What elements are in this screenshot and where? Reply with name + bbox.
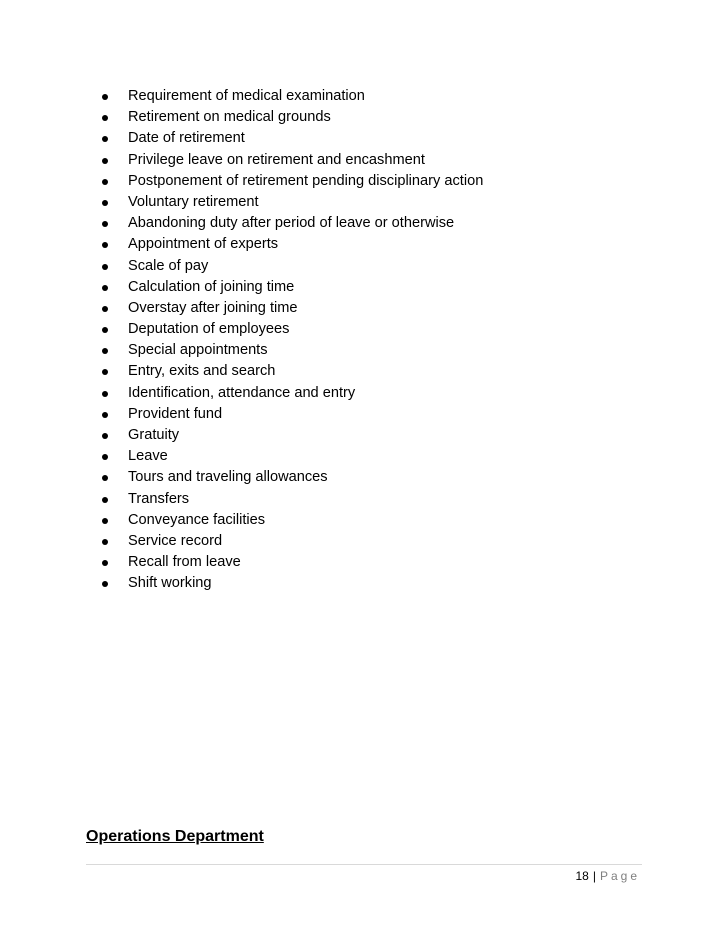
bullet-icon: [102, 475, 108, 481]
list-item-text: Gratuity: [128, 427, 180, 443]
list-item-text: Conveyance facilities: [128, 511, 266, 528]
bullet-icon: [102, 560, 108, 566]
bullet-icon: [102, 306, 108, 312]
list-item-text: Shift working: [128, 575, 212, 592]
list-item-text: Overstay after joining time: [128, 299, 298, 316]
page-number: 18: [575, 869, 589, 883]
page-footer: [575, 869, 640, 883]
list-item-text: Identification, attendance and entry: [128, 384, 356, 401]
footer-divider: [86, 864, 642, 865]
list-item-text: Special appointments: [128, 342, 268, 359]
list-item-text: Requirement of medical examination: [128, 88, 365, 104]
list-item-text: Voluntary retirement: [128, 193, 259, 210]
bullet-icon: [102, 497, 108, 503]
section-heading: Operations Department: [86, 828, 264, 845]
bullet-icon: [102, 115, 108, 121]
list-item-text: Tours and traveling allowances: [128, 469, 328, 486]
list-item-text: Entry, exits and search: [128, 363, 276, 380]
bullet-icon: [102, 200, 108, 206]
bullet-icon: [102, 327, 108, 333]
bullet-icon: [102, 391, 108, 397]
list-item-text: Retirement on medical grounds: [128, 109, 331, 126]
bullet-icon: [102, 369, 108, 375]
list-item-text: Postponement of retirement pending disciplinary action: [128, 172, 484, 189]
list-item-text: Scale of pay: [128, 257, 209, 274]
bullet-icon: [102, 348, 108, 354]
bullet-icon: [102, 179, 108, 185]
bullet-icon: [102, 454, 108, 460]
bullet-icon: [102, 94, 108, 100]
list-item-text: Deputation of employees: [128, 321, 290, 338]
list-item-text: Leave: [128, 448, 168, 465]
bullet-icon: [102, 242, 108, 248]
list-item-text: Calculation of joining time: [128, 278, 295, 295]
bullet-icon: [102, 136, 108, 142]
list-item-text: Appointment of experts: [128, 236, 279, 253]
bullet-icon: [102, 285, 108, 291]
bullet-icon: [102, 221, 108, 227]
bullet-icon: [102, 581, 108, 587]
bullet-icon: [102, 412, 108, 418]
bullet-icon: [102, 264, 108, 270]
bullet-icon: [102, 539, 108, 545]
list-item-text: Service record: [128, 532, 223, 549]
bullet-icon: [102, 518, 108, 524]
list-item-text: Transfers: [128, 490, 190, 507]
list-item-text: Provident fund: [128, 405, 223, 422]
bullet-icon: [102, 433, 108, 439]
footer-separator: |: [592, 869, 596, 883]
list-item-text: Date of retirement: [128, 130, 245, 147]
bullet-icon: [102, 158, 108, 164]
list-item-text: Abandoning duty after period of leave or otherwise: [128, 215, 455, 232]
list-item-text: Recall from leave: [128, 554, 241, 571]
list-item-text: Privilege leave on retirement and encashment: [128, 151, 425, 168]
page-label: Page: [599, 869, 640, 883]
